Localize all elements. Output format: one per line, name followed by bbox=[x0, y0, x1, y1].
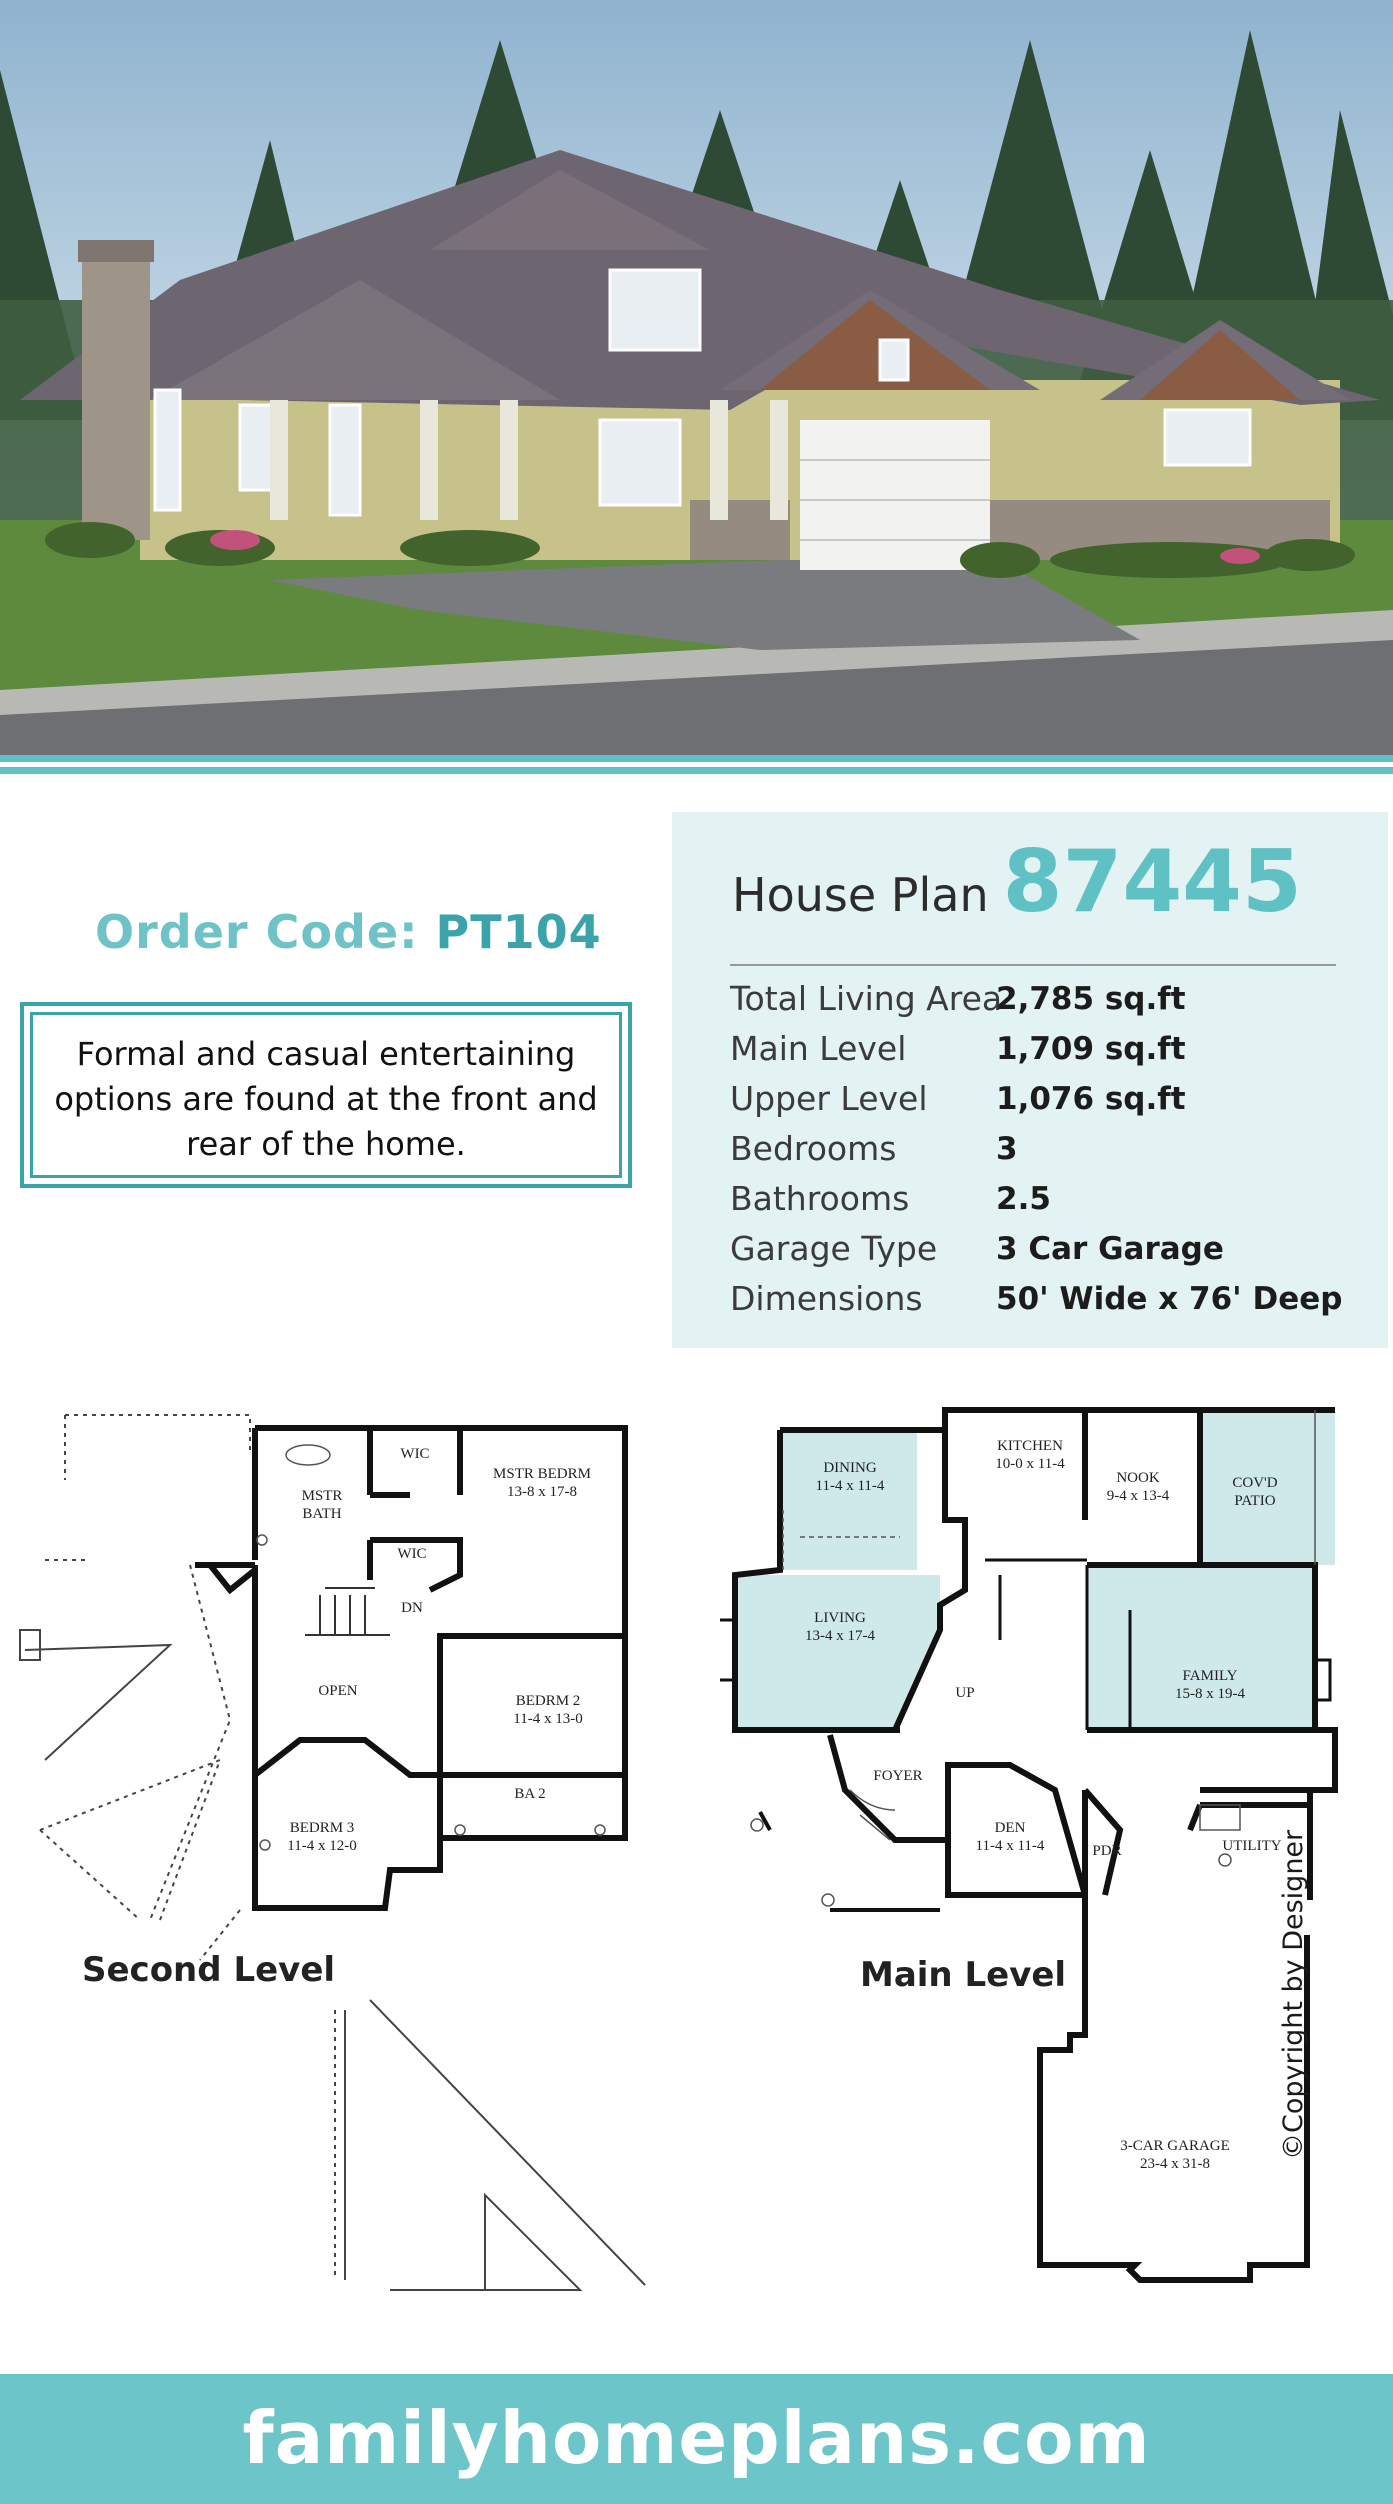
room-label: 3-CAR GARAGE bbox=[1120, 2138, 1230, 2154]
site-url[interactable]: familyhomeplans.com bbox=[242, 2396, 1151, 2480]
room-label: DN bbox=[401, 1600, 423, 1616]
divider-stripe-bottom bbox=[0, 767, 1393, 774]
room-label: FAMILY bbox=[1182, 1668, 1238, 1684]
room-label: OPEN bbox=[318, 1683, 358, 1699]
dining-fill bbox=[782, 1433, 917, 1570]
specs-list bbox=[730, 974, 1350, 1324]
plan-title bbox=[732, 832, 1302, 932]
spec-row-garage-type bbox=[730, 1224, 1350, 1274]
room-label: 9-4 x 13-4 bbox=[1106, 1488, 1170, 1504]
room-label: PATIO bbox=[1234, 1493, 1276, 1509]
room-label: 11-4 x 11-4 bbox=[975, 1838, 1045, 1854]
order-code-value: PT104 bbox=[435, 905, 602, 959]
spec-row-bathrooms bbox=[730, 1174, 1350, 1224]
house-rendering bbox=[0, 0, 1393, 760]
description-box bbox=[20, 1002, 632, 1188]
spec-key: Total Living Area bbox=[730, 979, 1003, 1018]
footer-banner bbox=[0, 2374, 1393, 2504]
spec-value: 2.5 bbox=[996, 1181, 1051, 1217]
order-code bbox=[95, 905, 602, 959]
room-label: DINING bbox=[823, 1460, 877, 1476]
spec-row-upper-level bbox=[730, 1074, 1350, 1124]
plan-number: 87445 bbox=[1002, 832, 1302, 932]
room-label: PDR bbox=[1092, 1843, 1122, 1859]
main-level-plan bbox=[720, 1410, 1335, 2280]
room-label: MSTR bbox=[301, 1488, 343, 1504]
room-label: NOOK bbox=[1116, 1470, 1160, 1486]
spec-key: Upper Level bbox=[730, 1079, 928, 1118]
copyright-text: ©Copyright by Designer bbox=[1278, 1829, 1309, 2160]
spec-value: 3 Car Garage bbox=[996, 1231, 1224, 1267]
room-label: 11-4 x 13-0 bbox=[513, 1711, 583, 1727]
specs-panel bbox=[672, 812, 1388, 1348]
room-label: COV'D bbox=[1232, 1475, 1278, 1491]
spec-row-dimensions bbox=[730, 1274, 1350, 1324]
spec-value: 1,076 sq.ft bbox=[996, 1081, 1186, 1117]
main-level-title: Main Level bbox=[860, 1955, 1067, 1995]
room-label: LIVING bbox=[814, 1610, 866, 1626]
spec-key: Garage Type bbox=[730, 1229, 938, 1268]
room-label: BEDRM 2 bbox=[515, 1693, 581, 1709]
room-label: 15-8 x 19-4 bbox=[1175, 1686, 1245, 1702]
room-label: 13-4 x 17-4 bbox=[805, 1628, 875, 1644]
room-label: UTILITY bbox=[1222, 1838, 1282, 1854]
floor-plans bbox=[0, 1370, 1393, 2310]
spec-key: Dimensions bbox=[730, 1279, 923, 1318]
room-label: UP bbox=[955, 1685, 975, 1701]
divider-stripe-top bbox=[0, 755, 1393, 762]
room-label: 13-8 x 17-8 bbox=[507, 1484, 577, 1500]
room-label: BEDRM 3 bbox=[289, 1820, 355, 1836]
living-fill bbox=[735, 1575, 940, 1730]
description-text: Formal and casual entertaining options are found at the front and rear of the home. bbox=[54, 1035, 598, 1163]
room-label: DEN bbox=[994, 1820, 1026, 1836]
order-code-label: Order Code: bbox=[95, 905, 419, 959]
specs-divider bbox=[730, 964, 1336, 966]
room-label: BATH bbox=[302, 1506, 342, 1522]
spec-row-bedrooms bbox=[730, 1124, 1350, 1174]
spec-value: 50' Wide x 76' Deep bbox=[996, 1281, 1343, 1317]
second-level-plan bbox=[20, 1415, 645, 2290]
plan-label: House Plan bbox=[732, 868, 989, 922]
room-label: 23-4 x 31-8 bbox=[1140, 2156, 1210, 2172]
family-fill bbox=[1087, 1565, 1315, 1730]
room-label: WIC bbox=[397, 1546, 427, 1562]
spec-key: Bathrooms bbox=[730, 1179, 910, 1218]
room-label: 11-4 x 12-0 bbox=[287, 1838, 357, 1854]
spec-value: 1,709 sq.ft bbox=[996, 1031, 1186, 1067]
room-label: MSTR BEDRM bbox=[493, 1466, 591, 1482]
room-label: FOYER bbox=[873, 1768, 923, 1784]
room-label: WIC bbox=[400, 1446, 430, 1462]
room-label: 11-4 x 11-4 bbox=[815, 1478, 885, 1494]
room-label: BA 2 bbox=[514, 1786, 546, 1802]
spec-value: 3 bbox=[996, 1131, 1018, 1167]
room-label: KITCHEN bbox=[997, 1438, 1063, 1454]
spec-key: Main Level bbox=[730, 1029, 907, 1068]
spec-row-main-level bbox=[730, 1024, 1350, 1074]
second-level-title: Second Level bbox=[82, 1950, 336, 1990]
room-label: 10-0 x 11-4 bbox=[995, 1456, 1065, 1472]
spec-value: 2,785 sq.ft bbox=[996, 981, 1186, 1017]
spec-row-total-living-area bbox=[730, 974, 1350, 1024]
spec-key: Bedrooms bbox=[730, 1129, 897, 1168]
